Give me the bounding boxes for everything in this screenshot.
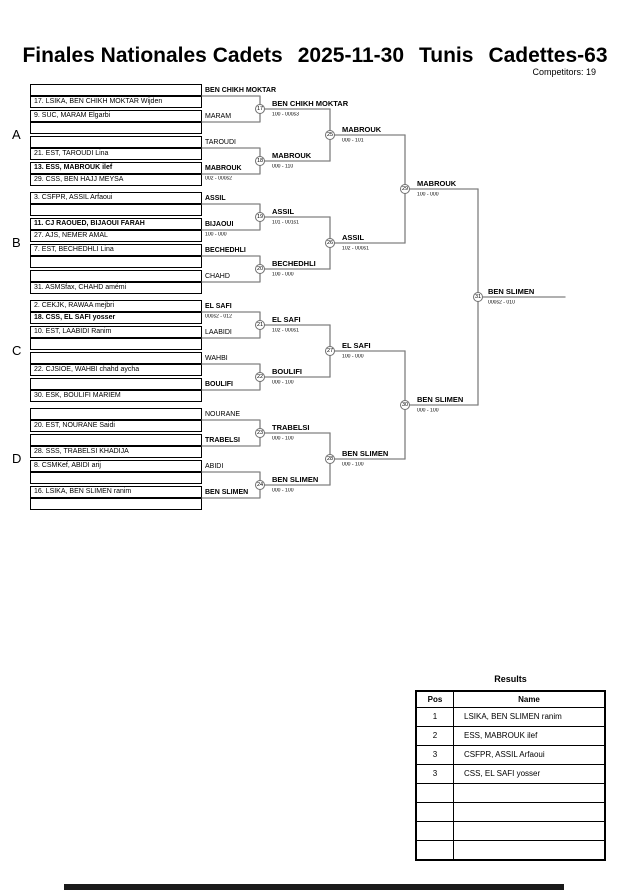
pool-label-d: D bbox=[12, 451, 22, 466]
match-score: 000 - 110 bbox=[272, 164, 294, 170]
results-pos-cell: 1 bbox=[417, 708, 454, 726]
results-pos-cell: 3 bbox=[417, 765, 454, 783]
match-winner: BEN SLIMEN bbox=[417, 395, 464, 404]
competitor-box: 8. CSMKef, ABIDI arij bbox=[30, 460, 202, 472]
match-number-badge: 30 bbox=[401, 402, 409, 408]
match-score: 100 - 000 bbox=[272, 272, 294, 278]
weight-category: Cadettes-63 bbox=[488, 44, 608, 67]
round2-name: ABIDI bbox=[205, 463, 224, 470]
match-score: 100 - 000 bbox=[417, 192, 439, 198]
pool-label-c: C bbox=[12, 343, 22, 358]
match-score: 000 - 100 bbox=[272, 380, 294, 386]
results-name-cell: LSIKA, BEN SLIMEN ranim bbox=[464, 712, 562, 721]
results-name-header: Name bbox=[518, 695, 540, 704]
event-city: Tunis bbox=[419, 44, 474, 67]
match-number-badge: 28 bbox=[326, 456, 334, 462]
match-score: 100 - 000 bbox=[205, 232, 227, 238]
match-score: 000 - 100 bbox=[272, 488, 294, 494]
results-name-cell: CSFPR, ASSIL Arfaoui bbox=[464, 750, 545, 759]
final-winner: BEN SLIMEN bbox=[488, 287, 535, 296]
match-winner: ASSIL bbox=[272, 207, 295, 216]
match-score: 000s2 - 010 bbox=[488, 300, 515, 306]
competitors-count: Competitors: 19 bbox=[532, 67, 596, 77]
competitor-box: 3. CSFPR, ASSIL Arfaoui bbox=[30, 192, 202, 204]
competitor-box: 31. ASMSfax, CHAHD amémi bbox=[30, 282, 202, 294]
match-score: 000 - 100 bbox=[417, 408, 439, 414]
round2-name: MABROUK bbox=[205, 165, 242, 172]
match-score: 000 - 100 bbox=[342, 462, 364, 468]
round2-name: BECHEDHLI bbox=[205, 247, 246, 254]
round2-name: BIJAOUI bbox=[205, 221, 234, 228]
round2-name: EL SAFI bbox=[205, 303, 232, 310]
competitor-box: 30. ESK, BOULIFI MARIEM bbox=[30, 390, 202, 402]
competitor-box: 9. SUC, MARAM Elgarbi bbox=[30, 110, 202, 122]
match-number-badge: 31 bbox=[474, 294, 482, 300]
competitor-box: 7. EST, BECHEDHLI Lina bbox=[30, 244, 202, 256]
competitor-box: 27. AJS, NEMER AMAL bbox=[30, 230, 202, 242]
competitor-box: 21. EST, TAROUDI Lina bbox=[30, 148, 202, 160]
match-winner: BEN CHIKH MOKTAR bbox=[272, 99, 349, 108]
match-winner: TRABELSI bbox=[272, 423, 310, 432]
match-number-badge: 19 bbox=[256, 214, 264, 220]
round2-name: BOULIFI bbox=[205, 381, 233, 388]
match-score: 102 - 000s1 bbox=[272, 328, 299, 334]
match-winner: BOULIFI bbox=[272, 367, 302, 376]
match-winner: EL SAFI bbox=[272, 315, 301, 324]
competitor-box: 22. CJSIOE, WAHBI chahd aycha bbox=[30, 364, 202, 376]
match-number-badge: 27 bbox=[326, 348, 334, 354]
match-winner: EL SAFI bbox=[342, 341, 371, 350]
pool-label-b: B bbox=[12, 235, 21, 250]
competitor-box: 2. CEKJK, RAWAA mejbri bbox=[30, 300, 202, 312]
match-number-badge: 23 bbox=[256, 430, 264, 436]
match-score: 000 - 100 bbox=[272, 436, 294, 442]
results-name-cell: CSS, EL SAFI yosser bbox=[464, 769, 541, 778]
round2-name: WAHBI bbox=[205, 355, 228, 362]
match-score: 002 - 000s2 bbox=[205, 176, 232, 182]
round2-name: TAROUDI bbox=[205, 139, 236, 146]
match-number-badge: 29 bbox=[401, 186, 409, 192]
match-score: 100 - 000s3 bbox=[272, 112, 299, 118]
round2-name: NOURANE bbox=[205, 411, 241, 418]
results-pos-cell: 2 bbox=[417, 727, 454, 745]
round2-name: ASSIL bbox=[205, 195, 226, 202]
match-number-badge: 26 bbox=[326, 240, 334, 246]
match-winner: BEN SLIMEN bbox=[342, 449, 389, 458]
round2-name: BEN CHIKH MOKTAR bbox=[205, 87, 277, 94]
competitor-box: 29. CSS, BEN HAJJ MEYSA bbox=[30, 174, 202, 186]
match-number-badge: 21 bbox=[256, 322, 264, 328]
match-winner: BECHEDHLI bbox=[272, 259, 316, 268]
match-number-badge: 25 bbox=[326, 132, 334, 138]
match-number-badge: 20 bbox=[256, 266, 264, 272]
competitor-box: 10. EST, LAABIDI Ranim bbox=[30, 326, 202, 338]
event-name: Finales Nationales Cadets bbox=[22, 44, 283, 67]
competitor-box: 17. LSIKA, BEN CHIKH MOKTAR Wijden bbox=[30, 96, 202, 108]
match-winner: BEN SLIMEN bbox=[272, 475, 319, 484]
competitor-box: 16. LSIKA, BEN SLIMEN ranim bbox=[30, 486, 202, 498]
competitor-box: 18. CSS, EL SAFI yosser bbox=[30, 312, 202, 324]
match-score: 100 - 000 bbox=[342, 354, 364, 360]
round2-name: LAABIDI bbox=[205, 329, 232, 336]
results-pos-header: Pos bbox=[417, 692, 454, 707]
round2-name: BEN SLIMEN bbox=[205, 489, 249, 496]
results-name-cell: ESS, MABROUK ilef bbox=[464, 731, 538, 740]
match-winner: MABROUK bbox=[417, 179, 457, 188]
round2-name: MARAM bbox=[205, 113, 232, 120]
results-pos-cell: 3 bbox=[417, 746, 454, 764]
match-score: 101 - 001s1 bbox=[272, 220, 299, 226]
round2-name: TRABELSI bbox=[205, 437, 240, 444]
match-score: 102 - 000s1 bbox=[342, 246, 369, 252]
round2-name: CHAHD bbox=[205, 273, 230, 280]
competitor-box: 20. EST, NOURANE Saidi bbox=[30, 420, 202, 432]
match-number-badge: 24 bbox=[256, 482, 264, 488]
pool-label-a: A bbox=[12, 127, 21, 142]
results-title: Results bbox=[494, 674, 527, 684]
match-score: 000s2 - 012 bbox=[205, 314, 232, 320]
competitor-box: 13. ESS, MABROUK ilef bbox=[30, 162, 202, 174]
competitor-box: 28. SSS, TRABELSI KHADIJA bbox=[30, 446, 202, 458]
match-winner: MABROUK bbox=[272, 151, 312, 160]
match-winner: ASSIL bbox=[342, 233, 365, 242]
match-number-badge: 22 bbox=[256, 374, 264, 380]
match-score: 000 - 101 bbox=[342, 138, 364, 144]
match-number-badge: 18 bbox=[256, 158, 264, 164]
match-winner: MABROUK bbox=[342, 125, 382, 134]
match-number-badge: 17 bbox=[256, 106, 264, 112]
competitor-box: 11. CJ RAOUED, BIJAOUI FARAH bbox=[30, 218, 202, 230]
event-date: 2025-11-30 bbox=[297, 44, 404, 67]
